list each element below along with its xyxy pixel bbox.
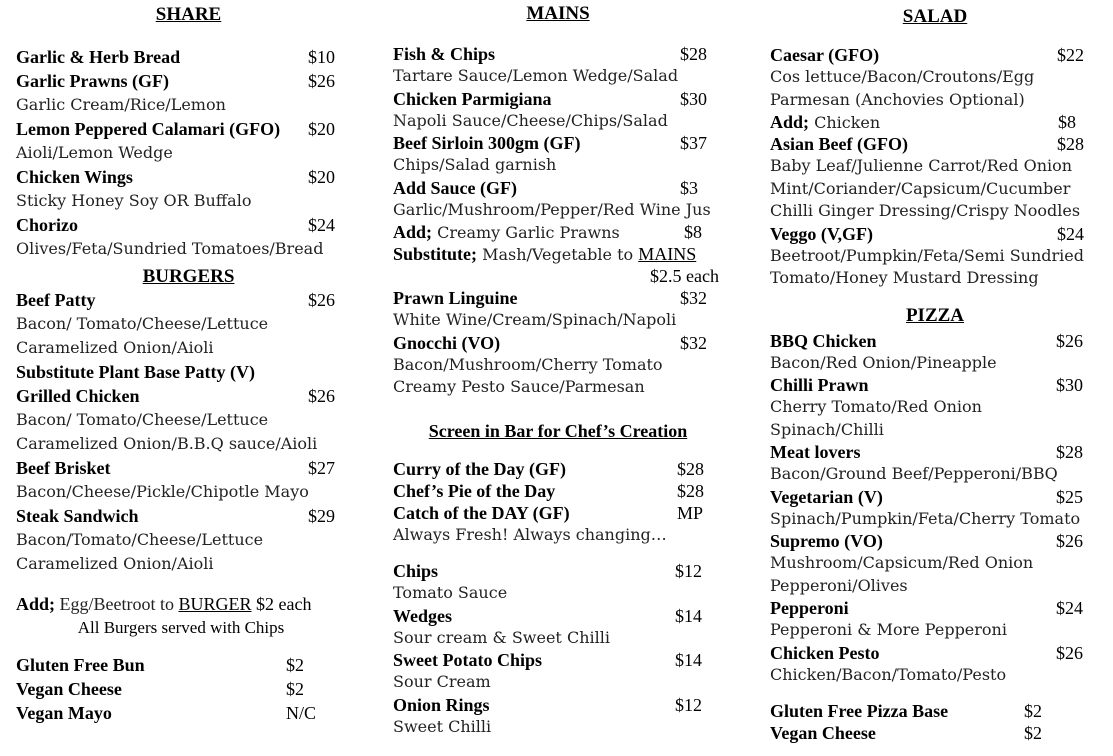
menu-item-price: $3 xyxy=(680,177,698,198)
menu-item-name: Add Sauce (GF) xyxy=(393,177,518,198)
menu-item-price: $28 xyxy=(677,458,704,479)
menu-item xyxy=(393,177,738,222)
menu-item-description: Chips/Salad garnish xyxy=(393,155,557,174)
menu-item-name: Chips xyxy=(393,561,439,581)
menu-item-name: Chicken Pesto xyxy=(770,642,880,663)
menu-item-price: $32 xyxy=(680,332,707,353)
menu-item xyxy=(770,441,1100,486)
menu-item-price: $10 xyxy=(308,47,335,67)
menu-item-header xyxy=(393,694,738,716)
menu-item-description: White Wine/Cream/Spinach/Napoli xyxy=(393,310,677,329)
menu-item-description: Olives/Feta/Sundried Tomatoes/Bread xyxy=(16,239,324,258)
menu-item-description: Cos lettuce/Bacon/Croutons/Egg xyxy=(770,67,1035,86)
extra-item xyxy=(16,653,361,677)
pizza-list xyxy=(770,330,1100,687)
menu-item-description: Always Fresh! Always changing… xyxy=(393,524,667,544)
burger-add-line xyxy=(16,592,361,616)
menu-item-description: Garlic/Mushroom/Pepper/Red Wine Jus xyxy=(393,199,711,219)
menu-item-header xyxy=(16,504,361,528)
menu-item-price: $20 xyxy=(308,119,335,139)
menu-item-description: Tartare Sauce/Lemon Wedge/Salad xyxy=(393,66,679,85)
menu-item-header xyxy=(770,530,1100,552)
menu-item-header xyxy=(16,45,361,69)
menu-item-price: $26 xyxy=(308,386,335,406)
mains-list-2 xyxy=(393,287,738,399)
menu-item-name: Beef Brisket xyxy=(16,458,111,478)
menu-item-name: Chilli Prawn xyxy=(770,375,869,395)
menu-item xyxy=(393,649,738,694)
menu-item-description: Bacon/Tomato/Cheese/Lettuce xyxy=(16,530,264,549)
menu-item-description: Beetroot/Pumpkin/Feta/Semi Sundried xyxy=(770,245,1084,265)
menu-item-price: $12 xyxy=(675,561,702,581)
menu-item-name: Meat lovers xyxy=(770,442,861,462)
salad-add-prefix: Add; xyxy=(770,112,810,132)
menu-item xyxy=(770,597,1100,642)
mains-sub-price: $2.5 each xyxy=(650,266,719,286)
menu-item-price: $26 xyxy=(1056,531,1083,551)
menu-item xyxy=(393,694,738,739)
menu-item-description: Parmesan (Anchovies Optional) xyxy=(770,89,1025,109)
mains-substitute-line xyxy=(393,243,738,265)
menu-item-description: Bacon/Mushroom/Cherry Tomato xyxy=(393,354,663,374)
menu-item-price: $26 xyxy=(1056,642,1083,663)
menu-item-name: Gnocchi (VO) xyxy=(393,332,501,353)
menu-item-price: $28 xyxy=(1057,134,1084,154)
column-right xyxy=(770,0,1100,744)
menu-item-name: Veggo (V,GF) xyxy=(770,223,873,244)
menu-item-header xyxy=(16,165,361,189)
menu-item xyxy=(16,45,361,69)
menu-item-name: Pepperoni xyxy=(770,598,849,618)
menu-item-name: Asian Beef (GFO) xyxy=(770,134,908,154)
menu-item-price: $30 xyxy=(1056,375,1083,395)
menu-item-description: Sour cream & Sweet Chilli xyxy=(393,627,610,647)
menu-item xyxy=(770,133,1100,223)
menu-item-price: $28 xyxy=(677,480,704,501)
menu-item xyxy=(16,165,361,213)
column-left xyxy=(16,0,361,725)
menu-item-header xyxy=(770,374,1100,396)
menu-item-description: Bacon/Ground Beef/Pepperoni/BBQ xyxy=(770,464,1058,483)
mains-heading: MAINS xyxy=(526,3,590,24)
menu-item xyxy=(770,330,1100,375)
menu-item-name: Garlic Prawns (GF) xyxy=(16,71,169,91)
menu-item-price: $24 xyxy=(1056,598,1083,618)
menu-item-name: Fish & Chips xyxy=(393,44,496,64)
menu-item-description: Creamy Pesto Sauce/Parmesan xyxy=(393,377,645,396)
menu-item-header xyxy=(16,117,361,141)
menu-item-description: Chicken/Bacon/Tomato/Pesto xyxy=(770,664,1007,684)
menu-item-name: Prawn Linguine xyxy=(393,288,518,308)
menu-item-description: Bacon/ Tomato/Cheese/Lettuce xyxy=(16,314,269,333)
menu-item xyxy=(770,374,1100,441)
menu-item-name: Chef’s Pie of the Day xyxy=(393,480,556,501)
menu-item xyxy=(16,117,361,165)
menu-item-header xyxy=(393,480,738,502)
pizza-heading: PIZZA xyxy=(905,304,965,326)
menu-item xyxy=(393,605,738,650)
menu-item-header xyxy=(393,43,738,65)
salad-list xyxy=(770,133,1100,290)
menu-item-description: Bacon/Red Onion/Pineapple xyxy=(770,352,997,372)
menu-item-description: Spinach/Chilli xyxy=(770,419,884,439)
menu-item-header xyxy=(770,486,1100,508)
menu-item-price: MP xyxy=(677,502,704,523)
menu-item-header xyxy=(16,69,361,93)
menu-item xyxy=(770,530,1100,597)
menu-item-price: $14 xyxy=(675,650,702,670)
extra-item-price: $2 xyxy=(1024,723,1042,743)
menu-item-description: Sour Cream xyxy=(393,672,491,691)
menu-item-price: $26 xyxy=(1056,330,1083,351)
burger-add-prefix: Add; xyxy=(16,594,56,614)
mains-add-text: Creamy Garlic Prawns xyxy=(432,223,620,242)
menu-item-header xyxy=(393,649,738,671)
menu-item-description: Bacon/Cheese/Pickle/Chipotle Mayo xyxy=(16,482,309,501)
menu-item-header xyxy=(393,132,738,154)
menu-item xyxy=(16,69,361,117)
burger-add-middle: Egg/Beetroot to xyxy=(55,594,179,614)
mains-add-line xyxy=(393,221,738,243)
menu-item-name: Catch of the DAY (GF) xyxy=(393,502,570,523)
menu-item-price: $14 xyxy=(675,605,702,626)
extra-item-price: $2 xyxy=(286,655,304,675)
menu-item-header xyxy=(393,177,738,199)
menu-item xyxy=(393,287,738,332)
mains-sub-target: MAINS xyxy=(638,244,697,264)
menu-item-header xyxy=(770,441,1100,463)
menu-item-price: $37 xyxy=(680,133,707,153)
extra-item xyxy=(770,722,1100,744)
menu-item-header xyxy=(16,384,361,408)
menu-item-price: $28 xyxy=(680,44,707,64)
extra-item-name: Vegan Cheese xyxy=(770,723,876,743)
chef-list xyxy=(393,458,738,547)
extra-item-name: Vegan Mayo xyxy=(16,703,112,723)
burger-extras-list xyxy=(16,653,361,725)
salad-add-line xyxy=(770,111,1100,133)
menu-item-header xyxy=(393,502,738,524)
menu-item xyxy=(393,43,738,88)
extra-item-price: N/C xyxy=(286,703,317,723)
menu-item-price: $24 xyxy=(308,215,335,235)
menu-item-description: Pepperoni & More Pepperoni xyxy=(770,620,1007,639)
burger-add-target: BURGER xyxy=(178,594,252,614)
menu-item-description: Chilli Ginger Dressing/Crispy Noodles xyxy=(770,201,1081,220)
chef-heading: Screen in Bar for Chef’s Creation xyxy=(428,420,688,441)
menu-item xyxy=(16,288,361,360)
menu-item-description: Tomato Sauce xyxy=(393,583,508,602)
column-middle xyxy=(393,0,738,738)
mains-sub-prefix: Substitute; xyxy=(393,244,478,264)
menu-item-description: Bacon/ Tomato/Cheese/Lettuce xyxy=(16,410,269,429)
mains-list xyxy=(393,43,738,221)
menu-item-price: $20 xyxy=(308,167,335,187)
menu-item-description: Caramelized Onion/Aioli xyxy=(16,554,214,573)
menu-item-description: Caramelized Onion/B.B.Q sauce/Aioli xyxy=(16,434,318,453)
menu-item-header xyxy=(393,88,738,110)
menu-item-description: Spinach/Pumpkin/Feta/Cherry Tomato xyxy=(770,508,1081,528)
menu-item-name: Vegetarian (V) xyxy=(770,486,883,507)
menu-item-header xyxy=(770,642,1100,664)
share-list xyxy=(16,45,361,261)
menu-item-description: Mushroom/Capsicum/Red Onion xyxy=(770,553,1034,572)
menu-item-price: $27 xyxy=(308,458,335,478)
menu-item-description: Baby Leaf/Julienne Carrot/Red Onion xyxy=(770,156,1073,175)
menu-item xyxy=(16,456,361,504)
menu-item-name: Beef Sirloin 300gm (GF) xyxy=(393,133,581,153)
menu-item xyxy=(393,560,738,605)
menu-item-description: Caramelized Onion/Aioli xyxy=(16,338,214,357)
menu-item-header xyxy=(16,360,361,384)
extra-item xyxy=(16,701,361,725)
menu-item-name: Curry of the Day (GF) xyxy=(393,458,566,479)
burger-add-suffix: $2 each xyxy=(251,594,312,614)
menu-item-name: Chicken Wings xyxy=(16,167,133,187)
menu-item-description: Sticky Honey Soy OR Buffalo xyxy=(16,191,252,210)
menu-item xyxy=(770,486,1100,531)
extra-item-price: $2 xyxy=(1024,701,1042,721)
menu-item-description: Tomato/Honey Mustard Dressing xyxy=(770,268,1039,287)
menu-item-name: Chicken Parmigiana xyxy=(393,88,552,109)
menu-item xyxy=(393,480,738,502)
menu-item-description: Garlic Cream/Rice/Lemon xyxy=(16,95,226,114)
menu-item-price: $25 xyxy=(1056,486,1083,507)
menu-item xyxy=(393,332,738,399)
menu-item-name: Beef Patty xyxy=(16,290,96,310)
menu-item-name: Chorizo xyxy=(16,215,78,235)
menu-item-price: $28 xyxy=(1056,442,1083,462)
menu-item-header xyxy=(770,223,1100,245)
extra-item xyxy=(16,677,361,701)
extra-item-name: Gluten Free Pizza Base xyxy=(770,701,949,721)
menu-item-description: Napoli Sauce/Cheese/Chips/Salad xyxy=(393,110,668,130)
menu-item-description: Mint/Coriander/Capsicum/Cucumber xyxy=(770,178,1071,198)
menu-item-description: Aioli/Lemon Wedge xyxy=(16,143,173,162)
menu-item-price: $24 xyxy=(1057,223,1084,244)
menu-item xyxy=(393,88,738,133)
menu-item-name: Supremo (VO) xyxy=(770,531,883,551)
menu-item xyxy=(16,360,361,384)
menu-item-header xyxy=(770,44,1100,66)
burgers-heading: BURGERS xyxy=(142,266,235,287)
share-heading: SHARE xyxy=(155,4,222,25)
extra-item xyxy=(770,700,1100,722)
menu-item-price: $30 xyxy=(680,88,707,109)
extra-item-name: Gluten Free Bun xyxy=(16,655,145,675)
menu-item xyxy=(16,504,361,576)
menu-item-description: Sweet Chilli xyxy=(393,716,492,736)
menu-item-header xyxy=(770,597,1100,619)
menu-item-description: Cherry Tomato/Red Onion xyxy=(770,397,982,416)
mains-sub-text: Mash/Vegetable to xyxy=(477,245,639,264)
menu-item-header xyxy=(16,213,361,237)
menu-item-price: $29 xyxy=(308,506,335,526)
burgers-list xyxy=(16,288,361,576)
menu-item-price: $26 xyxy=(308,290,335,310)
menu-item-name: Grilled Chicken xyxy=(16,386,140,406)
menu-item xyxy=(393,458,738,480)
menu-item-header xyxy=(393,332,738,354)
menu-item xyxy=(393,132,738,177)
menu-item-name: Caesar (GFO) xyxy=(770,45,880,65)
salad-add-price: $8 xyxy=(1058,112,1076,132)
menu-item-name: Steak Sandwich xyxy=(16,506,139,526)
extra-item-name: Vegan Cheese xyxy=(16,679,122,699)
menu-item-description: Pepperoni/Olives xyxy=(770,575,908,595)
sides-list xyxy=(393,560,738,738)
burgers-served-note: All Burgers served with Chips xyxy=(77,618,285,637)
menu-item-header xyxy=(16,456,361,480)
menu-item xyxy=(770,223,1100,290)
mains-add-prefix: Add; xyxy=(393,222,433,242)
menu-item-name: Garlic & Herb Bread xyxy=(16,47,181,67)
menu-item-header xyxy=(770,330,1100,352)
menu-item-name: Substitute Plant Base Patty (V) xyxy=(16,362,255,382)
extra-item-price: $2 xyxy=(286,679,304,699)
menu-item-header xyxy=(770,133,1100,155)
menu-item-name: Onion Rings xyxy=(393,694,490,715)
menu-item-header xyxy=(393,605,738,627)
menu-item-header xyxy=(393,458,738,480)
salad-heading: SALAD xyxy=(902,6,968,27)
menu-item-price: $12 xyxy=(675,694,702,715)
menu-item-name: Wedges xyxy=(393,605,453,626)
mains-add-price: $8 xyxy=(684,222,702,242)
mains-sub-price-line xyxy=(393,265,738,287)
menu-item xyxy=(16,213,361,261)
menu-item xyxy=(770,642,1100,687)
menu-item-name: Sweet Potato Chips xyxy=(393,650,542,670)
menu-item-header xyxy=(393,287,738,309)
menu-item xyxy=(770,44,1100,111)
menu-item-name: BBQ Chicken xyxy=(770,330,877,351)
menu-item xyxy=(16,384,361,456)
menu-item-price: $22 xyxy=(1057,45,1084,65)
menu-item-header xyxy=(16,288,361,312)
menu-item-name: Lemon Peppered Calamari (GFO) xyxy=(16,119,281,139)
menu-item-price: $32 xyxy=(680,288,707,308)
menu-item xyxy=(393,502,738,547)
pizza-extras-list xyxy=(770,700,1100,744)
salad-caesar xyxy=(770,44,1100,111)
salad-add-text: Chicken xyxy=(809,113,881,132)
menu-item-header xyxy=(393,560,738,582)
menu-item-price: $26 xyxy=(308,71,335,91)
